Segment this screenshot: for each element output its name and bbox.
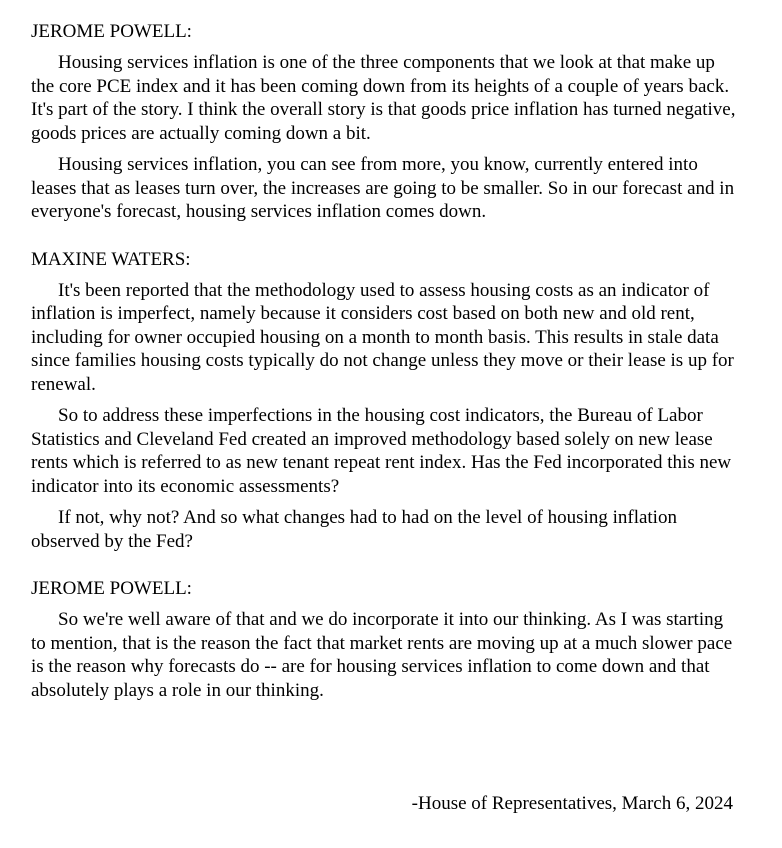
speaker-name: MAXINE WATERS:	[31, 248, 191, 270]
source-citation: -House of Representatives, March 6, 2024	[411, 793, 733, 814]
speaker-block-powell-2	[31, 577, 736, 702]
paragraph: Housing services inflation is one of the three components that we look at that make up the core PCE index and it has been coming down from its heights of a couple of years back. It's part of the story. I think the overall story is that goods price inflation has turned negative, goods prices are actually coming down a bit.	[31, 52, 736, 144]
paragraph: So we're well aware of that and we do incorporate it into our thinking. As I was starting to mention, that is the reason the fact that market rents are moving up at a much slower pace is the reason why forecasts do -- are for housing services inflation to come down and that absolutely plays a role in our thinking.	[31, 609, 733, 701]
speaker-name: JEROME POWELL:	[31, 578, 192, 599]
speaker-name: JEROME POWELL:	[31, 21, 192, 42]
paragraph: If not, why not? And so what changes had to had on the level of housing inflation observed by the Fed?	[31, 507, 677, 552]
paragraph: Housing services inflation, you can see from more, you know, currently entered into leases that as leases turn over, the increases are going to be smaller. So in our forecast and in everyone's forecast, housing services inflation comes down.	[31, 154, 735, 222]
paragraph: It's been reported that the methodology used to assess housing costs as an indicator of inflation is imperfect, namely because it considers cost based on both new and old rent, including for owner occupied housing on a month to month basis. This results in stale data since families housing costs typically do not change unless they move or their lease is up for renewal.	[31, 279, 734, 395]
transcript	[31, 20, 736, 726]
speaker-block-powell-1	[31, 20, 736, 224]
paragraph: So to address these imperfections in the housing cost indicators, the Bureau of Labor Statistics and Cleveland Fed created an improved methodology based solely on new lease rents which is referred to as new tenant repeat rent index. Has the Fed incorporated this new indicator into its economic assessments?	[31, 405, 732, 497]
speaker-block-waters	[31, 248, 736, 554]
